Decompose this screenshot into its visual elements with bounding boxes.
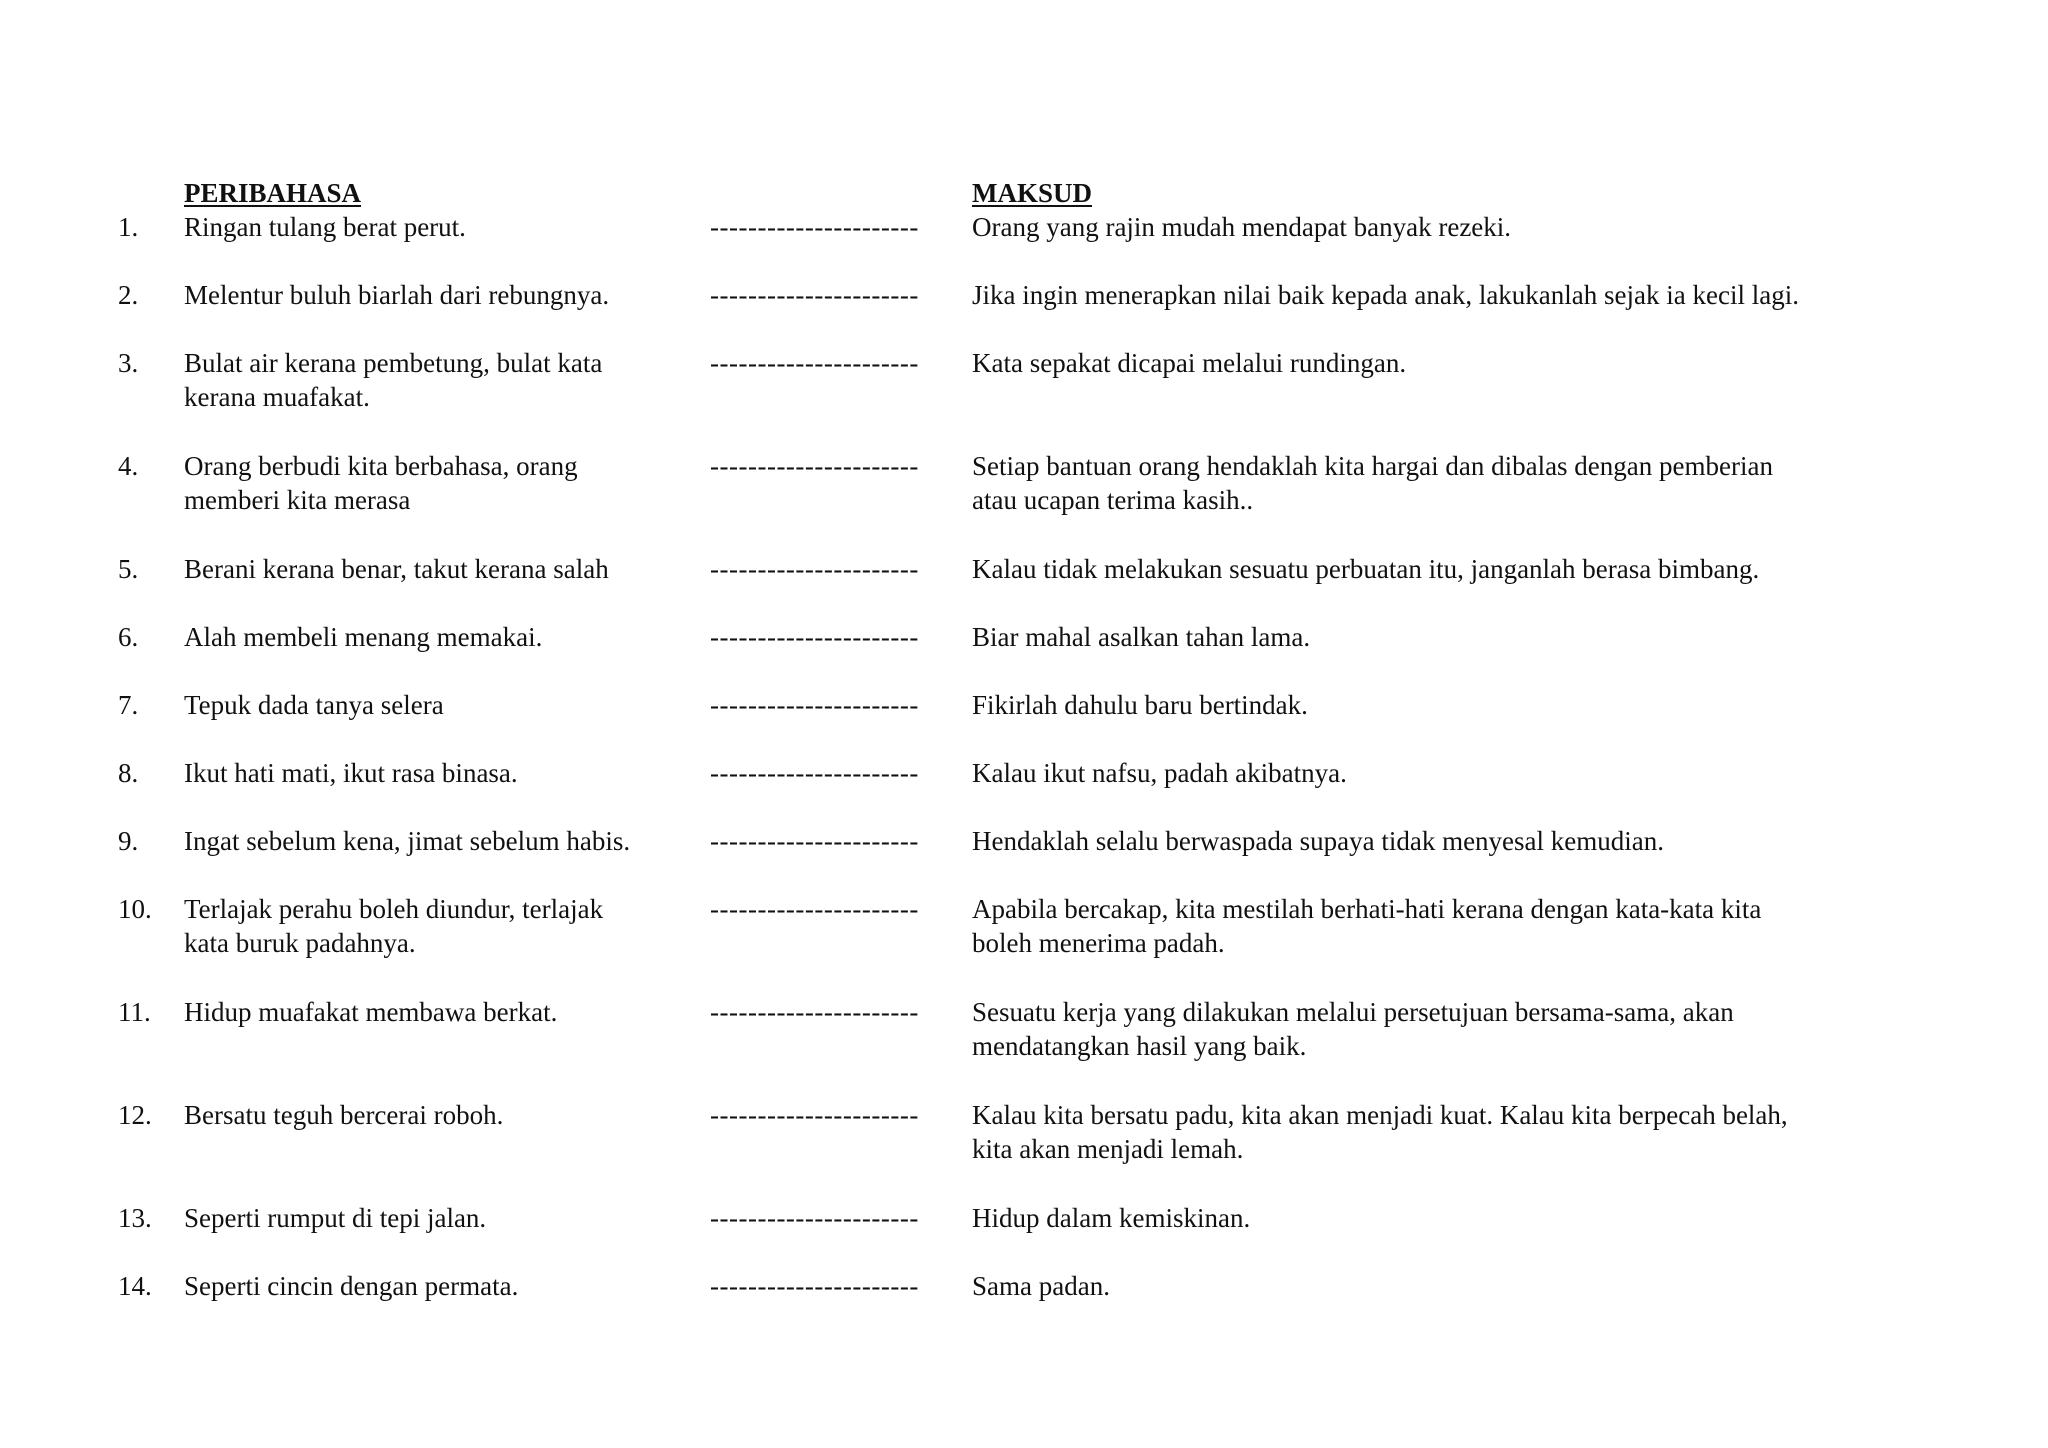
entry-number: 13. <box>118 1203 152 1233</box>
meaning-line: Kata sepakat dicapai melalui rundingan. <box>972 348 1407 378</box>
proverb-text <box>184 688 684 722</box>
proverb-line: Terlajak perahu boleh diundur, terlajak <box>184 894 604 924</box>
dash-separator: ---------------------- <box>710 758 919 788</box>
proverb-line: Seperti cincin dengan permata. <box>184 1271 519 1301</box>
proverb-line: Tepuk dada tanya selera <box>184 690 444 720</box>
meaning-line: Kalau ikut nafsu, padah akibatnya. <box>972 758 1347 788</box>
proverb-line: Alah membeli menang memakai. <box>184 622 543 652</box>
meaning-text <box>972 688 1872 722</box>
meaning-line: Sama padan. <box>972 1271 1110 1301</box>
entry-number: 10. <box>118 894 152 924</box>
meaning-text <box>972 210 1872 244</box>
header-peribahasa: PERIBAHASA <box>184 178 362 208</box>
meaning-text <box>972 346 1872 380</box>
meaning-line: Orang yang rajin mudah mendapat banyak rezeki. <box>972 212 1512 242</box>
entry-number: 11. <box>118 997 151 1027</box>
entry-number: 9. <box>118 826 139 856</box>
meaning-line: Jika ingin menerapkan nilai baik kepada anak, lakukanlah sejak ia kecil lagi. <box>972 280 1799 310</box>
proverb-line: kerana muafakat. <box>184 382 370 412</box>
proverb-line: Bersatu teguh bercerai roboh. <box>184 1100 504 1130</box>
proverb-line: Bulat air kerana pembetung, bulat kata <box>184 348 603 378</box>
proverb-line: Ikut hati mati, ikut rasa binasa. <box>184 758 518 788</box>
meaning-line: Sesuatu kerja yang dilakukan melalui persetujuan bersama-sama, akan <box>972 997 1734 1027</box>
entry-number: 14. <box>118 1271 152 1301</box>
proverb-line: Ingat sebelum kena, jimat sebelum habis. <box>184 826 631 856</box>
entry-number: 12. <box>118 1100 152 1130</box>
proverb-line: Orang berbudi kita berbahasa, orang <box>184 451 578 481</box>
entry-number: 4. <box>118 451 139 481</box>
header-maksud: MAKSUD <box>972 178 1092 208</box>
meaning-text <box>972 620 1872 654</box>
proverb-line: Ringan tulang berat perut. <box>184 212 466 242</box>
dash-separator: ---------------------- <box>710 1100 919 1130</box>
dash-separator: ---------------------- <box>710 826 919 856</box>
meaning-line: kita akan menjadi lemah. <box>972 1134 1244 1164</box>
dash-separator: ---------------------- <box>710 451 919 481</box>
proverb-text <box>184 346 684 414</box>
meaning-line: Fikirlah dahulu baru bertindak. <box>972 690 1308 720</box>
meaning-text <box>972 1201 1872 1235</box>
dash-separator: ---------------------- <box>710 997 919 1027</box>
meaning-line: atau ucapan terima kasih.. <box>972 485 1254 515</box>
meaning-text <box>972 892 1872 960</box>
meaning-line: Hendaklah selalu berwaspada supaya tidak menyesal kemudian. <box>972 826 1665 856</box>
meaning-line: Hidup dalam kemiskinan. <box>972 1203 1251 1233</box>
proverb-text <box>184 1269 684 1303</box>
proverb-line: memberi kita merasa <box>184 485 411 515</box>
dash-separator: ---------------------- <box>710 554 919 584</box>
meaning-line: Kalau kita bersatu padu, kita akan menjadi kuat. Kalau kita berpecah belah, <box>972 1100 1788 1130</box>
entry-number: 3. <box>118 348 139 378</box>
entry-number: 7. <box>118 690 139 720</box>
dash-separator: ---------------------- <box>710 212 919 242</box>
meaning-line: Kalau tidak melakukan sesuatu perbuatan itu, janganlah berasa bimbang. <box>972 554 1760 584</box>
proverb-line: kata buruk padahnya. <box>184 928 416 958</box>
proverb-text <box>184 824 684 858</box>
dash-separator: ---------------------- <box>710 690 919 720</box>
dash-separator: ---------------------- <box>710 1271 919 1301</box>
proverb-line: Hidup muafakat membawa berkat. <box>184 997 558 1027</box>
proverb-line: Berani kerana benar, takut kerana salah <box>184 554 609 584</box>
meaning-text <box>972 756 1872 790</box>
proverb-text <box>184 995 684 1029</box>
meaning-line: Apabila bercakap, kita mestilah berhati-hati kerana dengan kata-kata kita <box>972 894 1762 924</box>
proverb-text <box>184 1201 684 1235</box>
entry-number: 8. <box>118 758 139 788</box>
proverb-line: Seperti rumput di tepi jalan. <box>184 1203 487 1233</box>
meaning-line: Biar mahal asalkan tahan lama. <box>972 622 1311 652</box>
meaning-text <box>972 449 1872 517</box>
meaning-text <box>972 552 1872 586</box>
dash-separator: ---------------------- <box>710 348 919 378</box>
dash-separator: ---------------------- <box>710 622 919 652</box>
entry-number: 1. <box>118 212 139 242</box>
meaning-line: mendatangkan hasil yang baik. <box>972 1031 1307 1061</box>
meaning-text <box>972 1098 1872 1166</box>
meaning-line: Setiap bantuan orang hendaklah kita hargai dan dibalas dengan pemberian <box>972 451 1773 481</box>
meaning-text <box>972 995 1872 1063</box>
proverb-text <box>184 278 684 312</box>
proverb-text <box>184 892 684 960</box>
proverb-text <box>184 210 684 244</box>
entry-number: 2. <box>118 280 139 310</box>
dash-separator: ---------------------- <box>710 1203 919 1233</box>
entry-number: 6. <box>118 622 139 652</box>
entry-number: 5. <box>118 554 139 584</box>
meaning-line: boleh menerima padah. <box>972 928 1225 958</box>
proverb-line: Melentur buluh biarlah dari rebungnya. <box>184 280 610 310</box>
dash-separator: ---------------------- <box>710 894 919 924</box>
meaning-text <box>972 824 1872 858</box>
proverb-text <box>184 449 684 517</box>
proverb-text <box>184 552 684 586</box>
dash-separator: ---------------------- <box>710 280 919 310</box>
proverb-text <box>184 620 684 654</box>
proverb-text <box>184 1098 684 1132</box>
meaning-text <box>972 278 1872 312</box>
meaning-text <box>972 1269 1872 1303</box>
proverb-text <box>184 756 684 790</box>
